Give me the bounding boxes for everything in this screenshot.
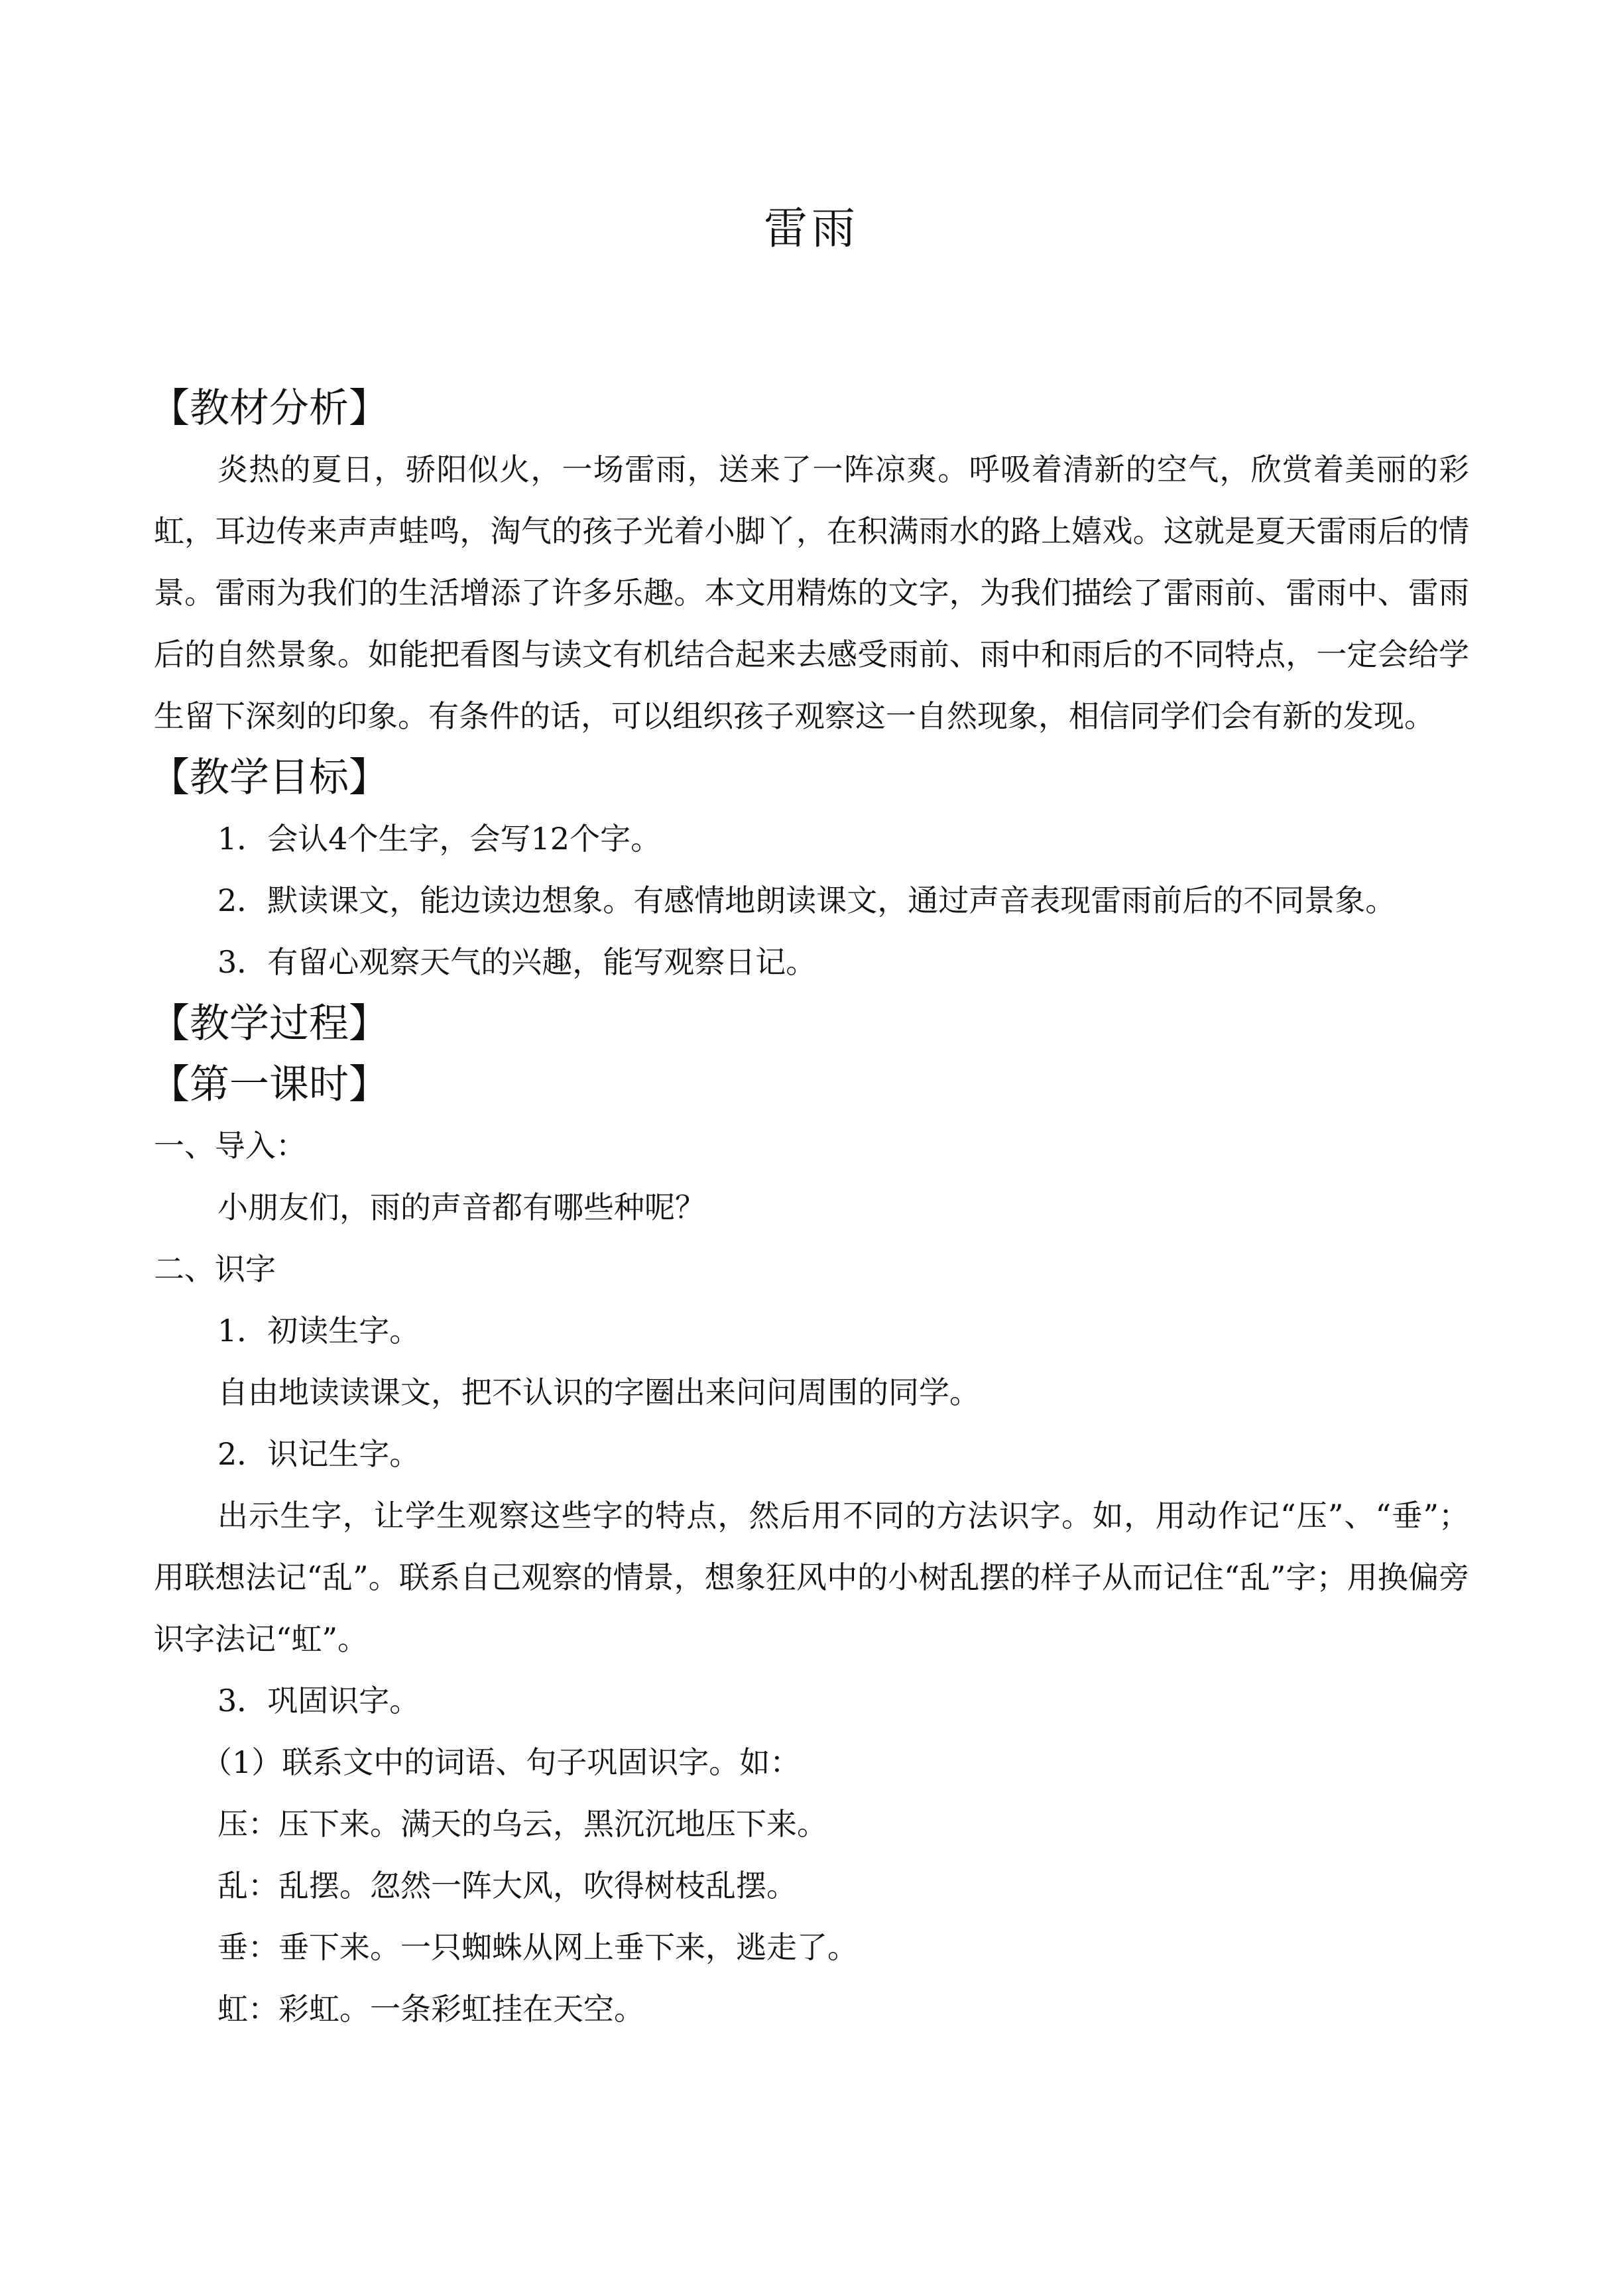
example-item: 压：压下来。满天的乌云，黑沉沉地压下来。 [217,1806,827,1842]
example-item: 虹：彩虹。一条彩虹挂在天空。 [217,1991,644,2027]
part2-title: 二、识字 [154,1251,276,1287]
goal-item: 1．会认4个生字，会写12个字。 [217,821,662,857]
page-title: 雷雨 [764,203,859,254]
step2-text: 出示生字，让学生观察这些字的特点，然后用不同的方法识字。如，用动作记“压”、“垂”；用联想法记“乱”。联系自己观察的情景，想象狂风中的小树乱摆的样子从而记住“乱”字；用换偏旁识字法记“虹”。 [154,1498,1469,1657]
analysis-paragraph: 炎热的夏日，骄阳似火，一场雷雨，送来了一阵凉爽。呼吸着清新的空气，欣赏着美丽的彩虹，耳边传来声声蛙鸣，淘气的孩子光着小脚丫，在积满雨水的路上嬉戏。这就是夏天雷雨后的情景。雷雨为我们的生活增添了许多乐趣。本文用精炼的文字，为我们描绘了雷雨前、雷雨中、雷雨后的自然景象。如能把看图与读文有机结合起来去感受雨前、雨中和雨后的不同特点，一定会给学生留下深刻的印象。有条件的话，可以组织孩子观察这一自然现象，相信同学们会有新的发现。 [154,452,1469,734]
step3-title: 3．巩固识字。 [217,1683,420,1719]
lesson1-heading: 【第一课时】 [150,1061,389,1108]
example-item: 垂：垂下来。一只蜘蛛从网上垂下来，逃走了。 [217,1929,858,1965]
part1-title: 一、导入： [154,1128,306,1164]
example-item: 乱：乱摆。忽然一阵大风，吹得树枝乱摆。 [217,1868,797,1903]
analysis-heading: 【教材分析】 [150,385,389,432]
step1-title: 1．初读生字。 [217,1313,420,1349]
process-heading: 【教学过程】 [150,1000,389,1047]
goal-item: 3．有留心观察天气的兴趣，能写观察日记。 [217,944,817,980]
document-body [150,378,1469,2040]
part1-text: 小朋友们，雨的声音都有哪些种呢？ [217,1189,705,1225]
goal-item: 2．默读课文，能边读边想象。有感情地朗读课文，通过声音表现雷雨前后的不同景象。 [217,882,1396,918]
step1-text: 自由地读读课文，把不认识的字圈出来问问周围的同学。 [217,1374,980,1410]
step2-title: 2．识记生字。 [217,1436,420,1472]
goals-heading: 【教学目标】 [150,755,389,801]
step3-sub: （1）联系文中的词语、句子巩固识字。如： [202,1744,801,1780]
